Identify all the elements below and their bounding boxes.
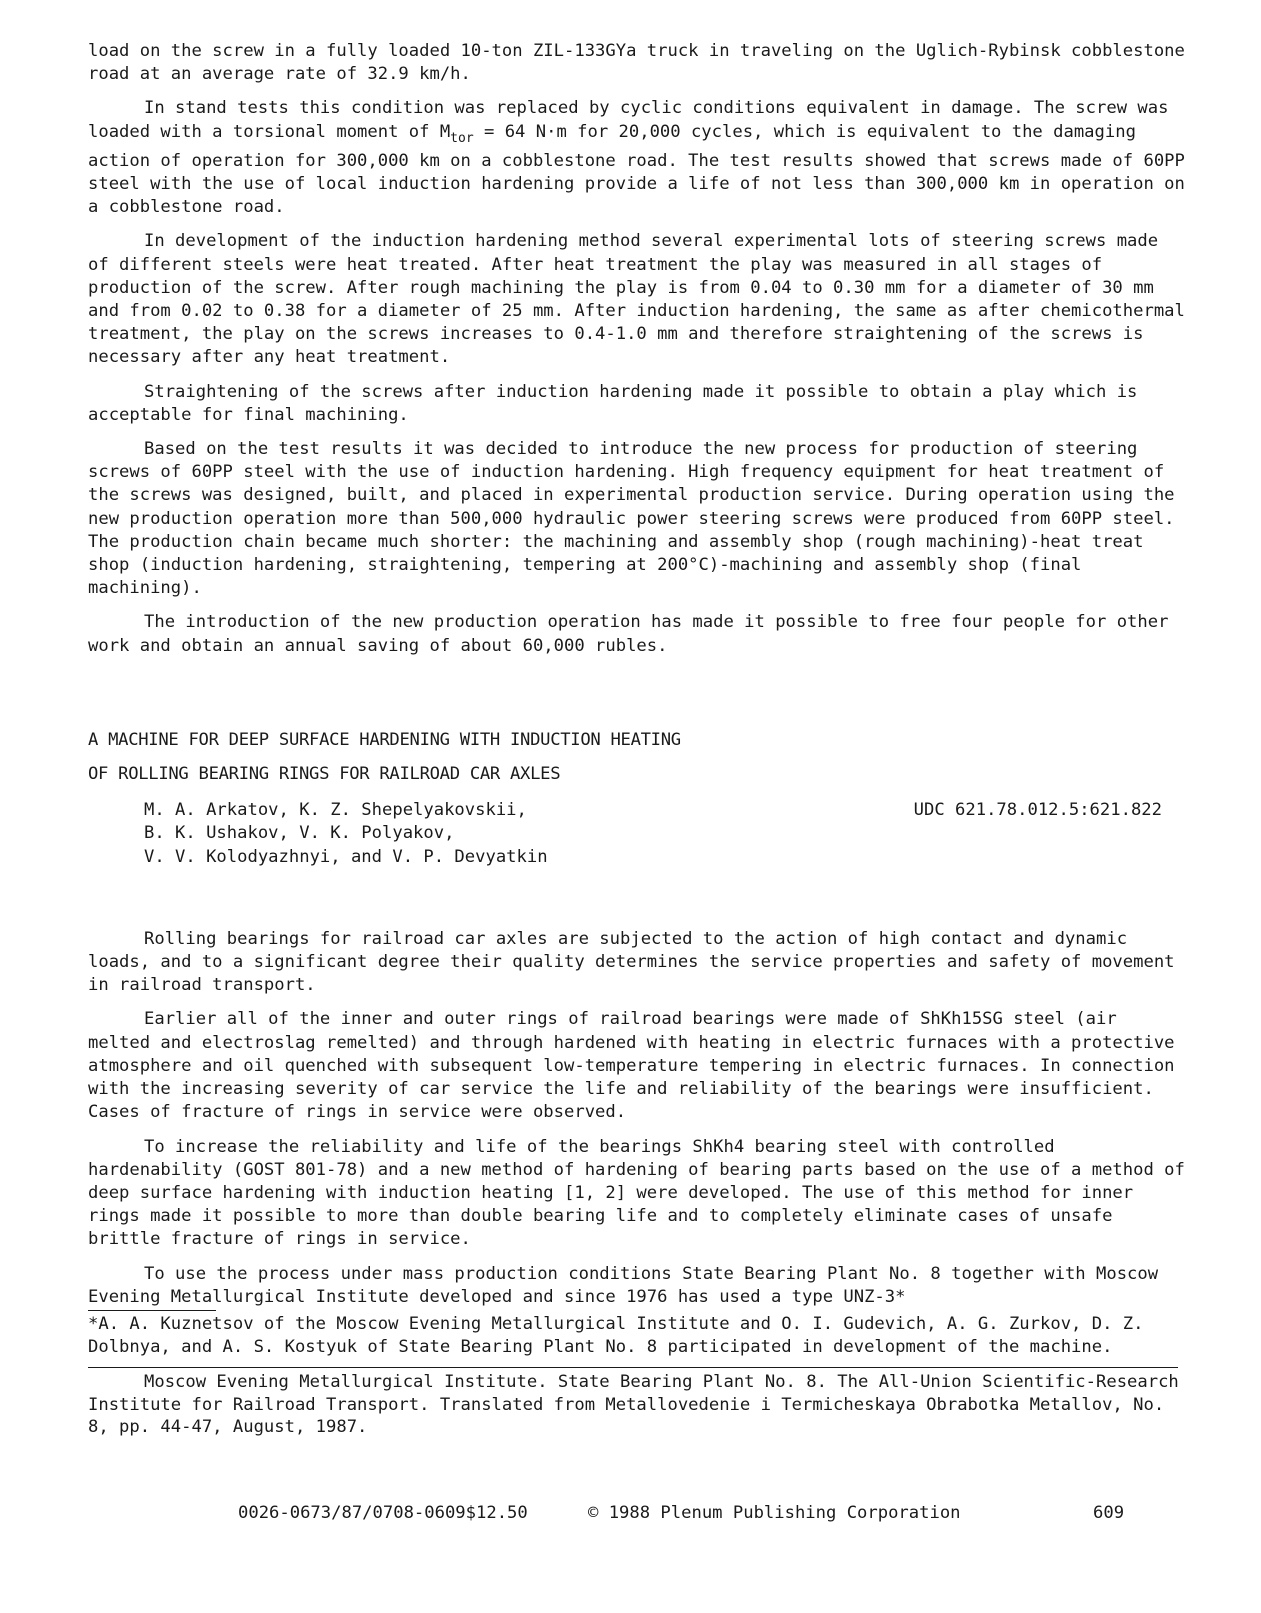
footnote-divider [88, 1310, 216, 1311]
paragraph-induction-development: In development of the induction hardening method several experimental lots of steering screws made of different steels were heat treated. After heat treatment the play was measured in all stages of production of the screw. After rough machining the play is from 0.04 to 0.30 mm for a diameter of 30 mm and from 0.02 to 0.38 for a diameter of 25 mm. After induction hardening, the same as after chemicothermal treatment, the play on the screws increases to 0.4-1.0 mm and therefore straightening of the screws is necessary after any heat treatment. [88, 231, 1185, 368]
author-line: V. V. Kolodyazhnyi, and V. P. Devyatkin [144, 846, 548, 867]
paragraph-mass-production: To use the process under mass production conditions State Bearing Plant No. 8 together with Moscow Evening Metallurgical Institute developed and since 1976 has used a type UNZ-3* [88, 1263, 1159, 1307]
author-line: B. K. Ushakov, V. K. Polyakov, [144, 823, 455, 844]
udc-code: UDC 621.78.012.5:621.822 [913, 799, 1162, 820]
byline [88, 799, 1188, 891]
affiliation-divider [88, 1367, 1178, 1368]
article-title-line-1: A MACHINE FOR DEEP SURFACE HARDENING WITH INDUCTION HEATING [88, 729, 681, 750]
stand-tests-text-b: = 64 N·m for 20,000 cycles, which is equivalent to the damaging action of operation for 300,000 km on a cobblestone road. The test results showed that screws made of 60PP steel with the use of local induction hardening provide a life of not less than 300,000 km in operation on a cobblestone road. [88, 121, 1185, 218]
paragraph-truck-load: load on the screw in a fully loaded 10-ton ZIL-133GYa truck in traveling on the Uglich-Rybinsk cobblestone road at an average rate of 32.9 km/h. [88, 41, 1185, 85]
page-footer [88, 1503, 1188, 1527]
author-list [144, 799, 548, 869]
article-title-line-2: OF ROLLING BEARING RINGS FOR RAILROAD CAR AXLES [88, 763, 561, 784]
paragraph-rolling-bearings: Rolling bearings for railroad car axles are subjected to the action of high contact and dynamic loads, and to a significant degree their quality determines the service properties and safety of movement in railroad transport. [88, 928, 1175, 996]
page-number: 609 [1093, 1503, 1125, 1523]
article-code: 0026-0673/87/0708-0609$12.50 [238, 1503, 528, 1523]
footnote: *A. A. Kuznetsov of the Moscow Evening Metallurgical Institute and O. I. Gudevich, A. G. Zurkov, D. Z. Dolbnya, and A. S. Kostyuk of State Bearing Plant No. 8 participated in development of the machine. [88, 1313, 1144, 1358]
paragraph-reliability: To increase the reliability and life of the bearings ShKh4 bearing steel with controlled hardenability (GOST 801-78) and a new method of hardening of bearing parts based on the use of a method of deep surface hardening with induction heating [1, 2] were developed. The use of this method for inner rings made it possible to more than double bearing life and to completely eliminate cases of unsafe brittle fracture of rings in service. [88, 1136, 1185, 1250]
paragraph-straightening: Straightening of the screws after induction hardening made it possible to obtain a play which is acceptable for final machining. [88, 381, 1138, 425]
affiliation-note: Moscow Evening Metallurgical Institute. State Bearing Plant No. 8. The All-Union Scientific-Research Institute for Railroad Transport. Translated from Metallovedenie i Termicheskaya Obrabotka Metallov, No. 8, pp. 44-47, August, 1987. [88, 1372, 1179, 1438]
copyright: © 1988 Plenum Publishing Corporation [588, 1503, 961, 1523]
stand-tests-text-a: In stand tests this condition was replaced by cyclic conditions equivalent in damage. The screw was loaded with a torsional moment of M [88, 98, 1169, 142]
page [88, 40, 1188, 1523]
paragraph-earlier-rings: Earlier all of the inner and outer rings of railroad bearings were made of ShKh15SG steel (air melted and electroslag remelted) and through hardened with heating in electric furnaces with a protective atmosphere and oil quenched with subsequent low-temperature tempering in electric furnaces. In connection with the increasing severity of car service the life and reliability of the bearings were insufficient. Cases of fracture of rings in service were observed. [88, 1009, 1175, 1123]
paragraph-savings: The introduction of the new production operation has made it possible to free four people for other work and obtain an annual saving of about 60,000 rubles. [88, 612, 1169, 656]
author-line: M. A. Arkatov, K. Z. Shepelyakovskii, [144, 799, 527, 820]
paragraph-new-process: Based on the test results it was decided to introduce the new process for production of steering screws of 60PP steel with the use of induction hardening. High frequency equipment for heat treatment of the screws was designed, built, and placed in experimental production service. During operation using the new production operation more than 500,000 hydraulic power steering screws were produced from 60PP steel. The production chain became much shorter: the machining and assembly shop (rough machining)-heat treat shop (induction hardening, straightening, tempering at 200°C)-machining and assembly shop (final machining). [88, 439, 1175, 599]
article-body [88, 928, 1188, 1309]
torsion-subscript: tor [450, 130, 474, 146]
paragraph-stand-tests [88, 97, 1188, 219]
